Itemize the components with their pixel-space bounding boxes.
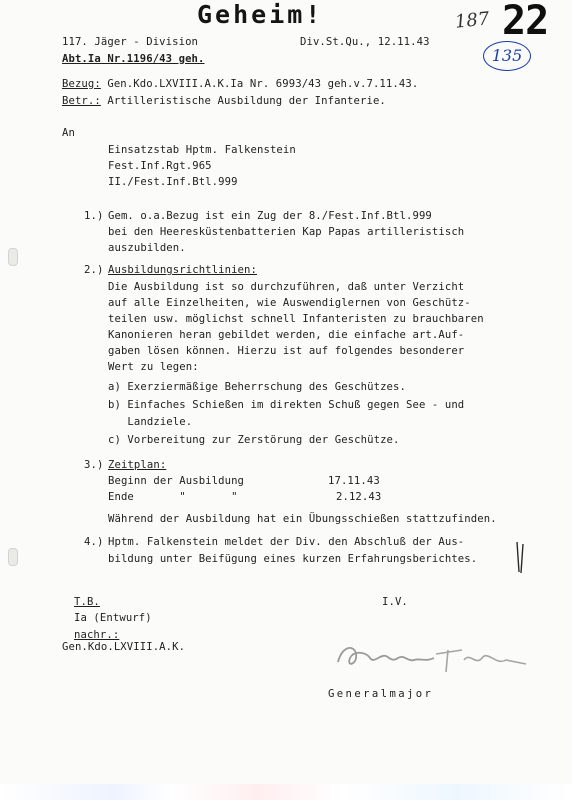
iv-label: I.V. <box>382 596 408 608</box>
end-date: 2.12.43 <box>336 491 382 503</box>
recipient-line: II./Fest.Inf.Btl.999 <box>108 176 238 188</box>
section-2-line: Wert zu legen: <box>108 361 199 373</box>
section-4-number: 4.) <box>84 536 104 548</box>
classification-title: Geheim! <box>197 0 324 29</box>
section-2-item: Landziele. <box>108 416 193 428</box>
gen-kdo-recipient: Gen.Kdo.LXVIII.A.K. <box>62 641 186 653</box>
handwritten-folio-number: 187 <box>453 8 491 33</box>
nachrichtlich-label: nachr.: <box>74 629 120 641</box>
section-1-line: auszubilden. <box>108 242 186 254</box>
section-2-item: b) Einfaches Schießen im direkten Schuß gegen See - und <box>108 399 465 411</box>
section-4-line: Hptm. Falkenstein meldet der Div. den Abschluß der Aus- <box>108 536 465 548</box>
betreff-label: Betr.: <box>62 95 101 107</box>
end-label: Ende " " <box>108 491 238 503</box>
section-2-item: a) Exerziermäßige Beherrschung des Geschützes. <box>108 381 406 393</box>
section-2-line: Die Ausbildung ist so durchzuführen, daß unter Verzicht <box>108 281 465 293</box>
section-3-heading: Zeitplan: <box>108 459 167 471</box>
section-2-number: 2.) <box>84 264 104 276</box>
section-2-item: c) Vorbereitung zur Zerstörung der Geschütze. <box>108 434 400 446</box>
check-mark-icon <box>515 540 531 576</box>
section-1-number: 1.) <box>84 210 104 222</box>
location-date: Div.St.Qu., 12.11.43 <box>300 36 430 48</box>
recipient-line: Fest.Inf.Rgt.965 <box>108 160 212 172</box>
tb-label: T.B. <box>74 596 100 608</box>
section-3-number: 3.) <box>84 459 104 471</box>
recipient-line: Einsatzstab Hptm. Falkenstein <box>108 144 296 156</box>
ia-draft: Ia (Entwurf) <box>74 612 152 624</box>
bezug-line <box>62 78 418 91</box>
section-2-line: Kanonieren heran gebildet werden, die einfache art.Auf- <box>108 329 465 341</box>
section-4-line: bildung unter Beifügung eines kurzen Erfahrungsberichtes. <box>108 553 478 565</box>
division-name: 117. Jäger - Division <box>62 36 199 48</box>
begin-date: 17.11.43 <box>328 475 380 487</box>
betreff-text: Artilleristische Ausbildung der Infanterie. <box>100 95 386 107</box>
bezug-label: Bezug: <box>62 78 101 90</box>
section-2-line: teilen usw. möglichst schnell Infanteristen zu brauchbaren <box>108 313 484 325</box>
betreff-line <box>62 95 386 108</box>
exercise-note: Während der Ausbildung hat ein Übungsschießen stattzufinden. <box>108 513 497 525</box>
page-number: 22 <box>502 0 549 44</box>
begin-label: Beginn der Ausbildung <box>108 475 245 487</box>
section-1-line: bei den Heeresküstenbatterien Kap Papas artilleristisch <box>108 226 465 238</box>
bezug-text: Gen.Kdo.LXVIII.A.K.Ia Nr. 6993/43 geh.v.7.11.43. <box>100 78 419 90</box>
section-2-line: gaben lösen können. Hierzu ist auf folgendes besonderer <box>108 345 465 357</box>
recipients-label: An <box>62 127 75 139</box>
reference-number: Abt.Ia Nr.1196/43 geh. <box>62 53 205 65</box>
scan-edge-strip <box>0 784 572 800</box>
rank-generalmajor: Generalmajor <box>328 688 434 700</box>
signature-icon <box>330 632 550 682</box>
punch-hole-bottom <box>8 548 18 566</box>
circled-number: 135 <box>483 41 531 71</box>
section-2-line: auf alle Einzelheiten, wie Auswendiglernen von Geschütz- <box>108 297 471 309</box>
punch-hole-top <box>8 248 18 266</box>
section-2-heading: Ausbildungsrichtlinien: <box>108 264 257 276</box>
section-1-line: Gem. o.a.Bezug ist ein Zug der 8./Fest.Inf.Btl.999 <box>108 210 432 222</box>
